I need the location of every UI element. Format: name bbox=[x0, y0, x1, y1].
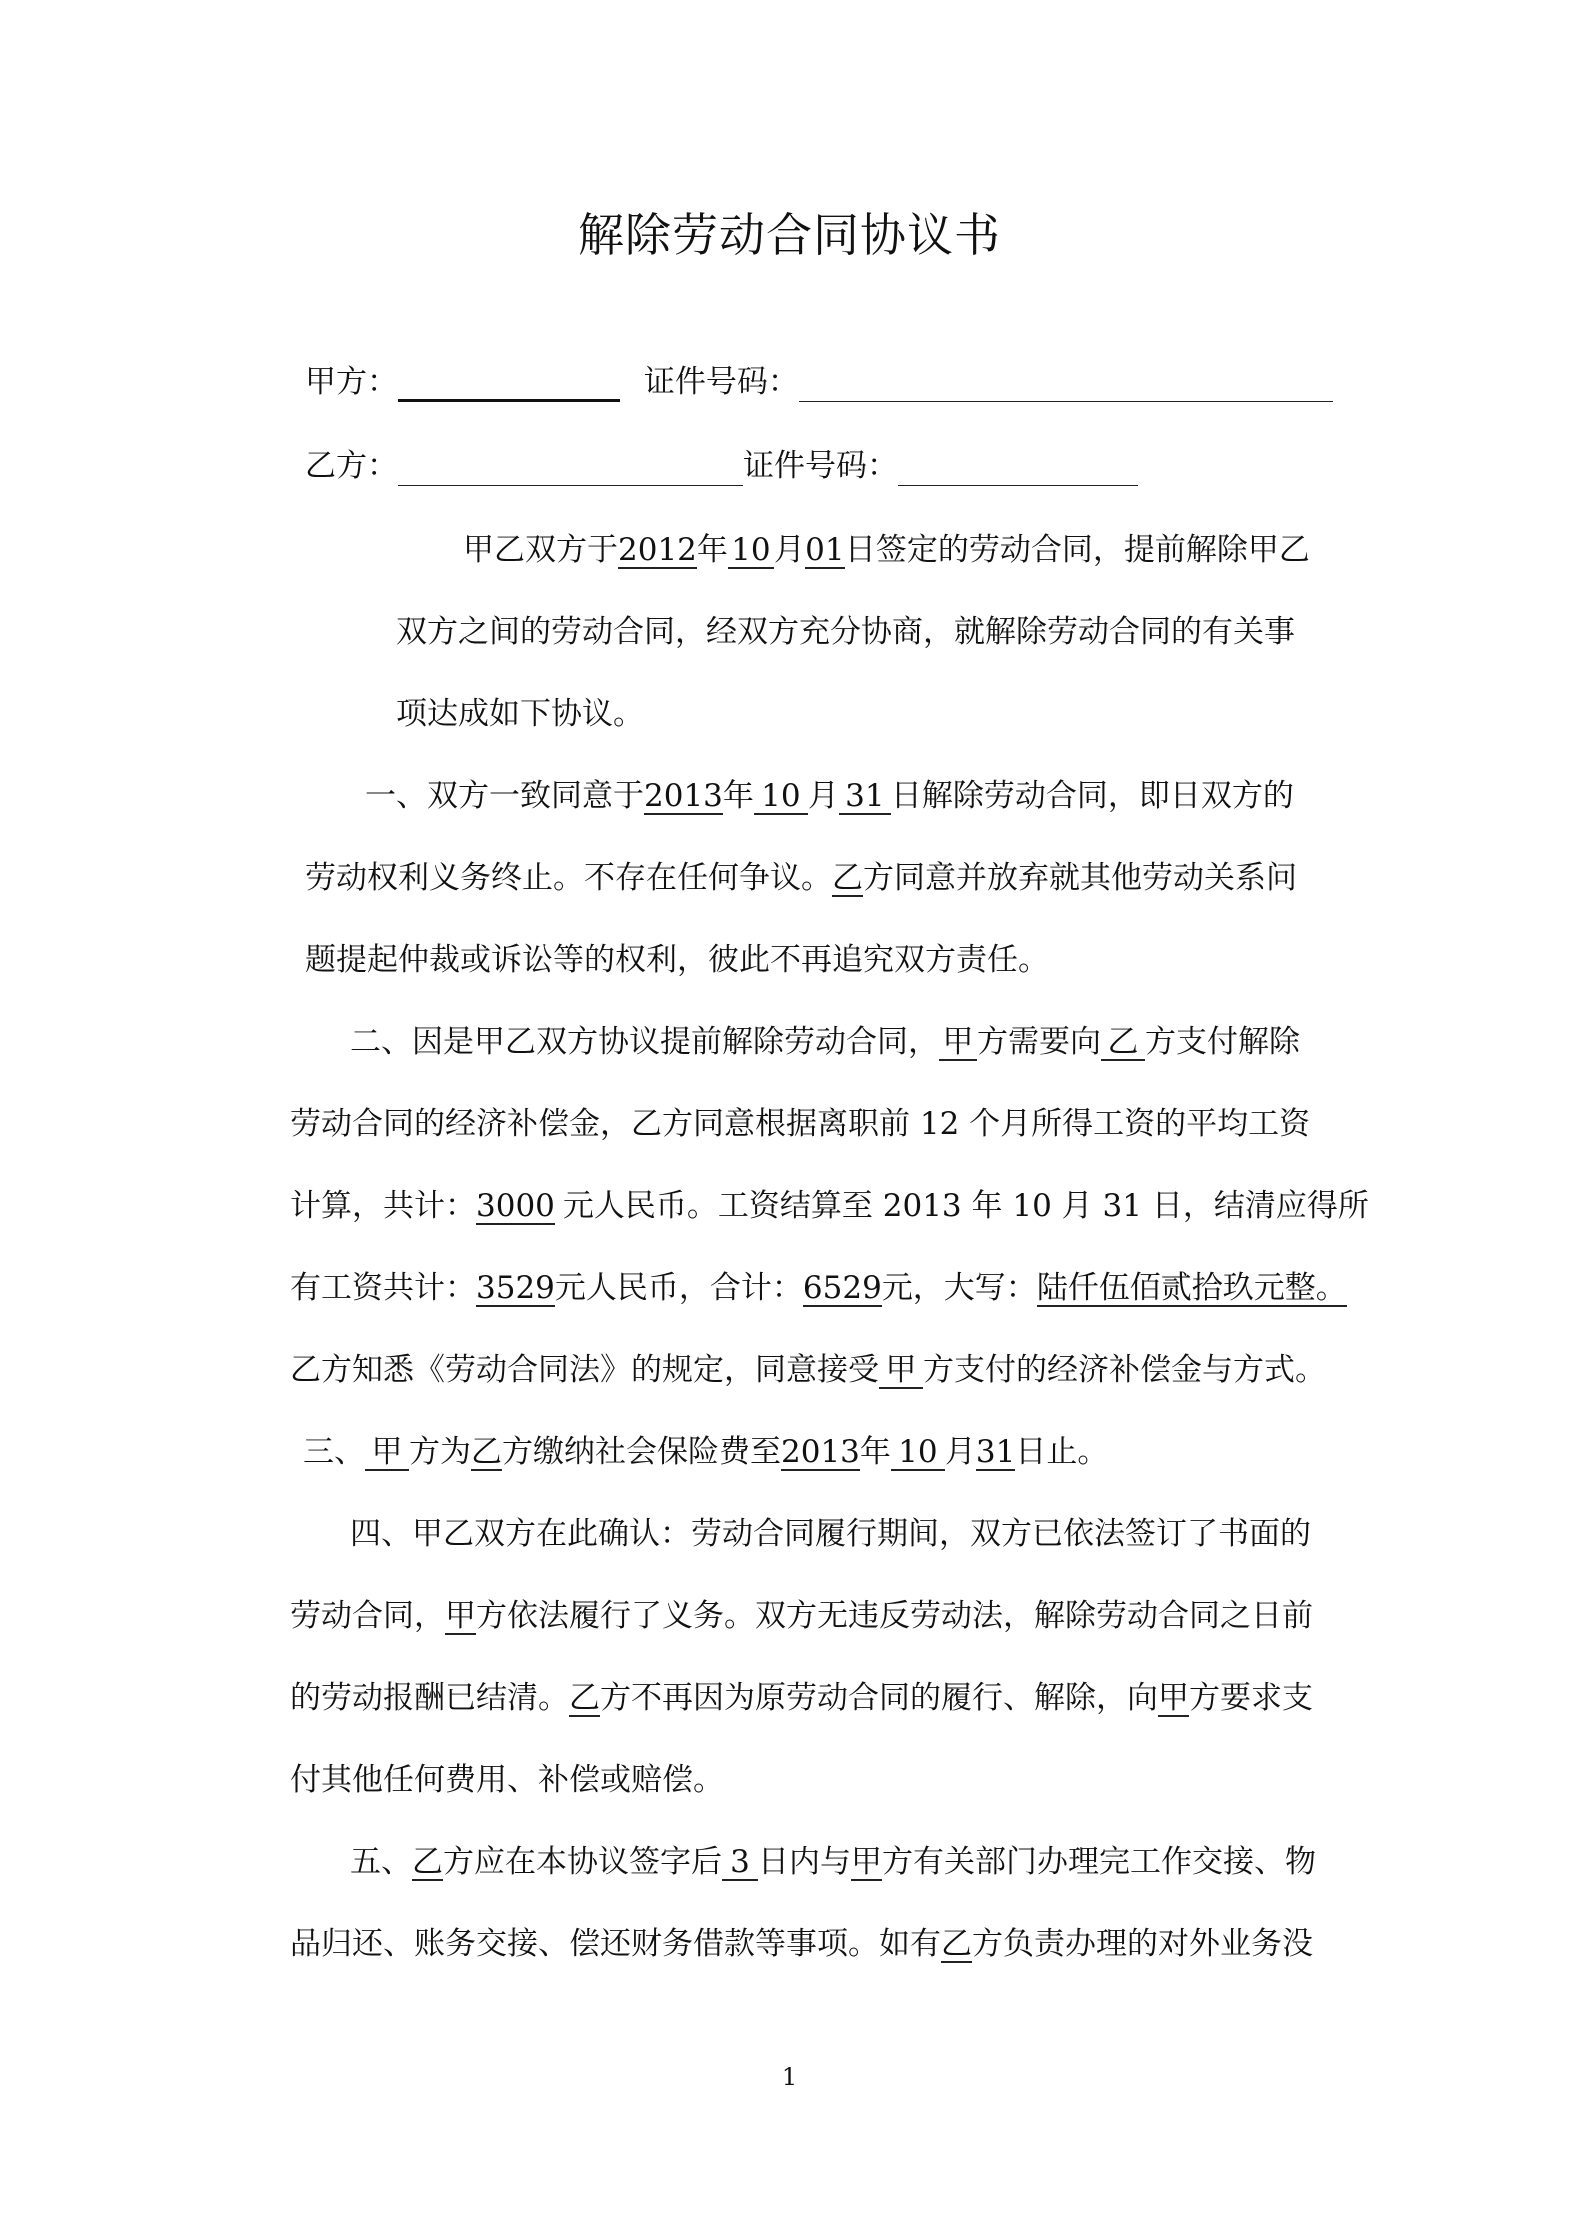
clause2-line-1 bbox=[350, 1022, 1300, 1062]
party-b-label: 乙方： bbox=[305, 448, 398, 484]
clause2-line-2: 劳动合同的经济补偿金，乙方同意根据离职前 12 个月所得工资的平均工资 bbox=[290, 1106, 1311, 1142]
intro-text: 日签定的劳动合同，提前解除甲乙 bbox=[844, 532, 1310, 568]
clause1-text: 劳动权利义务终止。不存在任何争议。 bbox=[305, 860, 832, 896]
clause3-text: 三、 bbox=[303, 1434, 365, 1470]
clause5-text: 品归还、账务交接、偿还财务借款等事项。如有 bbox=[290, 1926, 941, 1962]
party-b-ref: 乙 bbox=[832, 860, 863, 896]
clause2-text: 二、因是甲乙双方协议提前解除劳动合同， bbox=[350, 1024, 939, 1060]
clause5-text: 日内与 bbox=[758, 1844, 851, 1880]
intro-line-1 bbox=[463, 530, 1310, 570]
party-b-ref: 乙 bbox=[569, 1680, 600, 1716]
clause2-text: 元人民币，合计： bbox=[554, 1270, 803, 1306]
clause2-text: 元，大写： bbox=[881, 1270, 1037, 1306]
clause2-text: 方支付解除 bbox=[1145, 1024, 1300, 1060]
clause3-text: 日止。 bbox=[1015, 1434, 1109, 1470]
clause2-text: 计算，共计： bbox=[290, 1188, 476, 1224]
intro-text: 年 bbox=[696, 532, 728, 568]
clause4-line-4: 付其他任何费用、补偿或赔偿。 bbox=[290, 1762, 724, 1798]
intro-text: 月 bbox=[773, 532, 805, 568]
termination-year: 2013 bbox=[644, 778, 723, 814]
contract-sign-year: 2012 bbox=[618, 532, 697, 568]
termination-month: 10 bbox=[754, 779, 808, 815]
clause1-text: 月 bbox=[807, 778, 839, 814]
clause3-text: 方缴纳社会保险费至 bbox=[502, 1434, 781, 1470]
clause3-text: 年 bbox=[859, 1434, 891, 1470]
wages-amount: 3529 bbox=[476, 1270, 555, 1306]
party-b-name-blank[interactable] bbox=[398, 455, 743, 486]
document-title: 解除劳动合同协议书 bbox=[578, 208, 1001, 262]
clause3-text: 月 bbox=[944, 1434, 976, 1470]
clause4-line-3 bbox=[290, 1678, 1313, 1718]
clause1-line-3: 题提起仲裁或诉讼等的权利，彼此不再追究双方责任。 bbox=[305, 942, 1049, 978]
total-amount: 6529 bbox=[802, 1270, 882, 1306]
insurance-end-month: 10 bbox=[891, 1435, 945, 1471]
clause1-text: 一、双方一致同意于 bbox=[365, 778, 644, 814]
clause5-line-2 bbox=[290, 1924, 1313, 1964]
contract-sign-month: 10 bbox=[728, 533, 774, 569]
handover-days: 3 bbox=[722, 1845, 758, 1881]
clause5-text: 方有关部门办理完工作交接、物 bbox=[882, 1844, 1316, 1880]
clause2-text: 有工资共计： bbox=[290, 1270, 476, 1306]
clause5-line-1 bbox=[350, 1842, 1316, 1882]
party-a-id-label: 证件号码： bbox=[643, 364, 799, 400]
clause1-text: 日解除劳动合同，即日双方的 bbox=[890, 778, 1294, 814]
party-a-name-blank[interactable] bbox=[398, 369, 620, 402]
total-amount-in-words: 陆仟伍佰贰拾玖元整。 bbox=[1036, 1270, 1347, 1306]
compensation-amount: 3000 bbox=[476, 1188, 555, 1224]
party-b-ref: 乙 bbox=[1101, 1025, 1145, 1061]
clause4-text: 方不再因为原劳动合同的履行、解除，向 bbox=[600, 1680, 1158, 1716]
termination-day: 31 bbox=[839, 779, 891, 815]
party-a-line bbox=[305, 362, 1333, 402]
clause2-text: 方需要向 bbox=[977, 1024, 1101, 1060]
contract-sign-day: 01 bbox=[805, 532, 845, 568]
clause1-text: 方同意并放弃就其他劳动关系问 bbox=[863, 860, 1297, 896]
party-a-ref: 甲 bbox=[879, 1353, 923, 1389]
party-b-ref: 乙 bbox=[471, 1434, 502, 1470]
clause3-line bbox=[303, 1432, 1108, 1472]
party-a-ref: 甲 bbox=[939, 1025, 977, 1061]
party-b-line bbox=[305, 446, 1138, 486]
party-a-ref: 甲 bbox=[365, 1435, 409, 1471]
clause4-text: 的劳动报酬已结清。 bbox=[290, 1680, 569, 1716]
party-a-label: 甲方： bbox=[305, 364, 398, 400]
clause5-text: 方负责办理的对外业务没 bbox=[972, 1926, 1313, 1962]
clause5-text: 方应在本协议签字后 bbox=[443, 1844, 722, 1880]
party-b-id-blank[interactable] bbox=[898, 455, 1138, 486]
clause2-text: 方支付的经济补偿金与方式。 bbox=[923, 1352, 1326, 1388]
clause1-line-2 bbox=[305, 858, 1297, 898]
clause2-text: 乙方知悉《劳动合同法》的规定，同意接受 bbox=[290, 1352, 879, 1388]
clause3-text: 方为 bbox=[409, 1434, 471, 1470]
clause4-text: 劳动合同， bbox=[290, 1598, 445, 1634]
clause4-text: 方依法履行了义务。双方无违反劳动法，解除劳动合同之日前 bbox=[476, 1598, 1313, 1634]
clause5-text: 五、 bbox=[350, 1844, 412, 1880]
clause1-text: 年 bbox=[722, 778, 754, 814]
clause4-line-2 bbox=[290, 1596, 1313, 1636]
party-a-ref: 甲 bbox=[851, 1844, 882, 1880]
clause2-line-4 bbox=[290, 1268, 1347, 1308]
party-a-id-blank[interactable] bbox=[799, 371, 1333, 402]
clause2-text: 元人民币。工资结算至 2013 年 10 月 31 日，结清应得所 bbox=[562, 1188, 1369, 1224]
party-b-ref: 乙 bbox=[412, 1844, 443, 1880]
intro-line-3: 项达成如下协议。 bbox=[396, 696, 644, 732]
clause2-line-3 bbox=[290, 1186, 1369, 1226]
party-a-ref: 甲 bbox=[445, 1598, 476, 1634]
clause4-text: 方要求支 bbox=[1189, 1680, 1313, 1716]
insurance-end-day: 31 bbox=[975, 1434, 1016, 1470]
party-b-id-label: 证件号码： bbox=[743, 448, 898, 484]
intro-line-2: 双方之间的劳动合同，经双方充分协商，就解除劳动合同的有关事 bbox=[396, 614, 1295, 650]
page-number: 1 bbox=[781, 2063, 798, 2091]
clause4-line-1: 四、甲乙双方在此确认：劳动合同履行期间，双方已依法签订了书面的 bbox=[350, 1516, 1311, 1552]
party-a-ref: 甲 bbox=[1158, 1680, 1189, 1716]
clause2-line-5 bbox=[290, 1350, 1326, 1390]
insurance-end-year: 2013 bbox=[781, 1434, 860, 1470]
party-b-ref: 乙 bbox=[941, 1926, 972, 1962]
clause1-line-1 bbox=[365, 776, 1294, 816]
intro-text: 甲乙双方于 bbox=[463, 532, 618, 568]
